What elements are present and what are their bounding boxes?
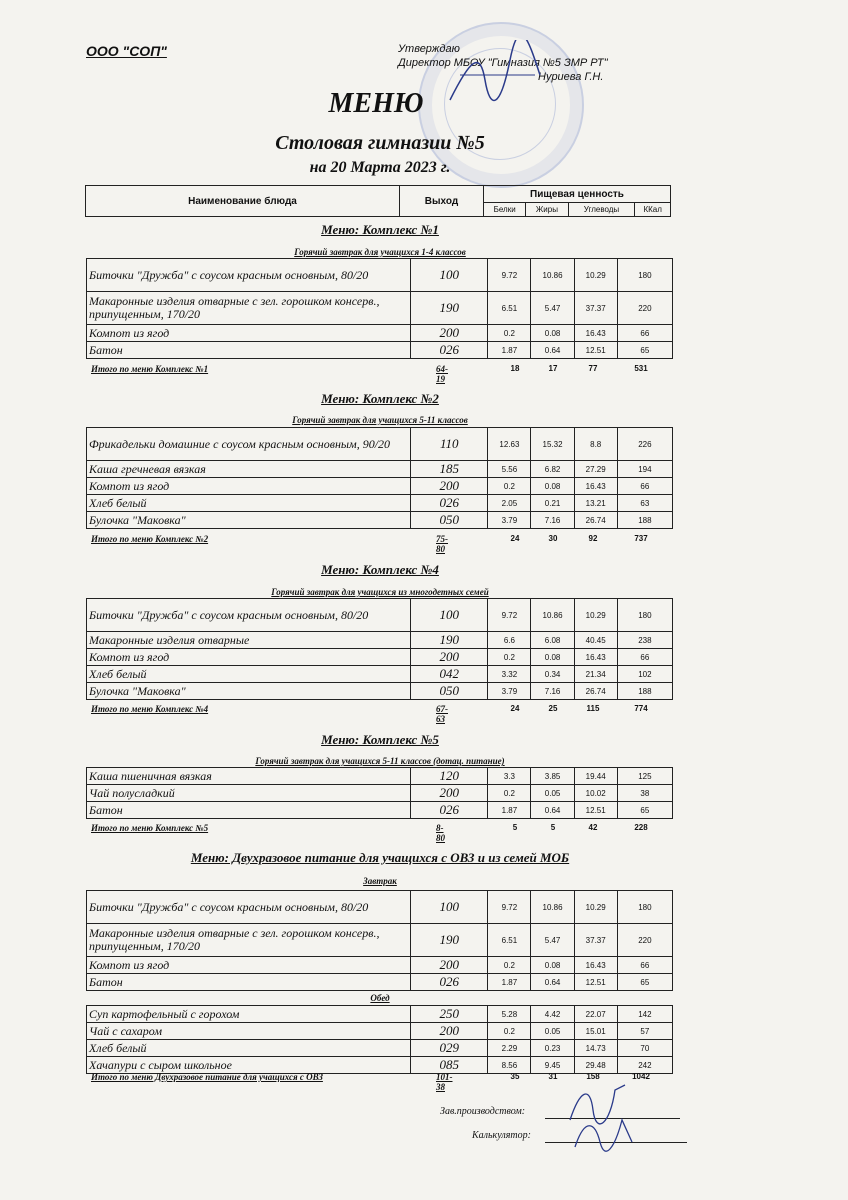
dish-name: Макаронные изделия отварные bbox=[87, 632, 411, 649]
total-output: 75-80 bbox=[436, 534, 448, 554]
kcal: 66 bbox=[617, 325, 672, 342]
fat: 0.08 bbox=[531, 478, 574, 495]
table-row bbox=[87, 1006, 673, 1023]
total-output: 64-19 bbox=[436, 364, 448, 384]
dish-output: 190 bbox=[411, 292, 488, 325]
dish-output: 200 bbox=[411, 785, 488, 802]
table-row bbox=[87, 802, 673, 819]
dish-output: 085 bbox=[411, 1057, 488, 1074]
menu-table bbox=[86, 598, 673, 700]
kcal: 188 bbox=[617, 512, 672, 529]
approval-line-3: Нуриева Г.Н. bbox=[538, 71, 604, 83]
dish-name: Биточки "Дружба" с соусом красным основным, 80/20 bbox=[87, 599, 411, 632]
calculator-signature bbox=[570, 1112, 640, 1157]
protein: 0.2 bbox=[488, 957, 531, 974]
kcal: 38 bbox=[617, 785, 672, 802]
carbs: 26.74 bbox=[574, 683, 617, 700]
protein: 0.2 bbox=[488, 478, 531, 495]
fat: 0.64 bbox=[531, 802, 574, 819]
carbs: 16.43 bbox=[574, 649, 617, 666]
carbs: 10.29 bbox=[574, 259, 617, 292]
total-output: 101-38 bbox=[436, 1072, 453, 1092]
table-row bbox=[87, 649, 673, 666]
kcal: 65 bbox=[617, 974, 672, 991]
carbs: 10.29 bbox=[574, 599, 617, 632]
fat: 6.82 bbox=[531, 461, 574, 478]
dish-output: 200 bbox=[411, 649, 488, 666]
kcal: 66 bbox=[617, 957, 672, 974]
fat: 0.34 bbox=[531, 666, 574, 683]
dish-output: 100 bbox=[411, 259, 488, 292]
dish-name: Батон bbox=[87, 802, 411, 819]
dish-output: 042 bbox=[411, 666, 488, 683]
total-label: Итого по меню Комплекс №4 bbox=[91, 704, 209, 714]
carbs: 12.51 bbox=[574, 802, 617, 819]
dish-name: Компот из ягод bbox=[87, 957, 411, 974]
fat: 10.86 bbox=[531, 599, 574, 632]
table-row bbox=[87, 1040, 673, 1057]
menu-table bbox=[86, 890, 673, 991]
kcal: 63 bbox=[617, 495, 672, 512]
kcal: 180 bbox=[617, 599, 672, 632]
section-subtitle: Горячий завтрак для учащихся из многодетных семей bbox=[271, 587, 489, 597]
fat: 0.08 bbox=[531, 649, 574, 666]
dish-name: Батон bbox=[87, 342, 411, 359]
section-title: Меню: Комплекс №2 bbox=[321, 391, 439, 406]
total-output: 67-63 bbox=[436, 704, 448, 724]
total-label: Итого по меню Двухразовое питание для учащихся с ОВЗ bbox=[91, 1072, 323, 1082]
total-kcal: 737 bbox=[634, 534, 648, 543]
carbs: 8.8 bbox=[574, 428, 617, 461]
total-carbs: 158 bbox=[586, 1072, 600, 1081]
kcal: 142 bbox=[617, 1006, 672, 1023]
kcal: 180 bbox=[617, 891, 672, 924]
dish-output: 200 bbox=[411, 478, 488, 495]
section-title: Меню: Двухразовое питание для учащихся с ОВЗ и из семей МОБ bbox=[190, 850, 570, 865]
fat: 0.23 bbox=[531, 1040, 574, 1057]
dish-output: 110 bbox=[411, 428, 488, 461]
table-row bbox=[87, 974, 673, 991]
table-row bbox=[87, 891, 673, 924]
menu-table bbox=[86, 427, 673, 529]
table-row bbox=[87, 478, 673, 495]
protein: 6.51 bbox=[488, 924, 531, 957]
header-carbs: Углеводы bbox=[568, 203, 635, 217]
dish-name: Хлеб белый bbox=[87, 495, 411, 512]
dish-name: Биточки "Дружба" с соусом красным основным, 80/20 bbox=[87, 259, 411, 292]
total-protein: 18 bbox=[510, 364, 520, 373]
table-row bbox=[87, 292, 673, 325]
table-row bbox=[87, 924, 673, 957]
page-subtitle: Столовая гимназии №5 bbox=[275, 132, 485, 154]
fat: 6.08 bbox=[531, 632, 574, 649]
fat: 9.45 bbox=[531, 1057, 574, 1074]
dish-output: 050 bbox=[411, 683, 488, 700]
dish-output: 026 bbox=[411, 802, 488, 819]
table-row bbox=[87, 512, 673, 529]
protein: 1.87 bbox=[488, 974, 531, 991]
fat: 10.86 bbox=[531, 259, 574, 292]
table-row bbox=[87, 957, 673, 974]
section-subtitle: Горячий завтрак для учащихся 5-11 классов bbox=[292, 415, 468, 425]
protein: 3.3 bbox=[488, 768, 531, 785]
protein: 3.32 bbox=[488, 666, 531, 683]
fat: 5.47 bbox=[531, 924, 574, 957]
protein: 3.79 bbox=[488, 683, 531, 700]
carbs: 10.02 bbox=[574, 785, 617, 802]
protein: 9.72 bbox=[488, 259, 531, 292]
fat: 0.64 bbox=[531, 342, 574, 359]
dish-name: Батон bbox=[87, 974, 411, 991]
total-kcal: 228 bbox=[634, 823, 648, 832]
carbs: 12.51 bbox=[574, 342, 617, 359]
kcal: 125 bbox=[617, 768, 672, 785]
total-carbs: 77 bbox=[588, 364, 598, 373]
total-label: Итого по меню Комплекс №1 bbox=[91, 364, 209, 374]
table-row bbox=[87, 1057, 673, 1074]
total-carbs: 42 bbox=[588, 823, 598, 832]
total-label: Итого по меню Комплекс №2 bbox=[91, 534, 209, 544]
dish-name: Чай полусладкий bbox=[87, 785, 411, 802]
approval-line-2: Директор МБОУ "Гимназия №5 ЗМР РТ" bbox=[398, 57, 608, 69]
header-kcal: ККал bbox=[635, 203, 671, 217]
header-protein: Белки bbox=[484, 203, 526, 217]
fat: 0.21 bbox=[531, 495, 574, 512]
table-row bbox=[87, 666, 673, 683]
protein: 1.87 bbox=[488, 802, 531, 819]
table-row bbox=[87, 599, 673, 632]
table-row bbox=[87, 342, 673, 359]
dish-output: 200 bbox=[411, 1023, 488, 1040]
fat: 0.08 bbox=[531, 325, 574, 342]
header-nutrition: Пищевая ценность bbox=[484, 186, 671, 203]
dish-name: Компот из ягод bbox=[87, 478, 411, 495]
table-row bbox=[87, 428, 673, 461]
section-title: Меню: Комплекс №4 bbox=[321, 562, 439, 577]
carbs: 27.29 bbox=[574, 461, 617, 478]
fat: 0.05 bbox=[531, 1023, 574, 1040]
fat: 3.85 bbox=[531, 768, 574, 785]
protein: 0.2 bbox=[488, 1023, 531, 1040]
dish-name: Компот из ягод bbox=[87, 325, 411, 342]
organization-name: ООО "СОП" bbox=[86, 43, 167, 59]
total-fat: 25 bbox=[548, 704, 558, 713]
total-protein: 24 bbox=[510, 534, 520, 543]
kcal: 188 bbox=[617, 683, 672, 700]
carbs: 14.73 bbox=[574, 1040, 617, 1057]
carbs: 37.37 bbox=[574, 924, 617, 957]
protein: 5.28 bbox=[488, 1006, 531, 1023]
carbs: 12.51 bbox=[574, 974, 617, 991]
dish-output: 200 bbox=[411, 325, 488, 342]
fat: 0.05 bbox=[531, 785, 574, 802]
total-kcal: 531 bbox=[634, 364, 648, 373]
total-fat: 17 bbox=[548, 364, 558, 373]
protein: 12.63 bbox=[488, 428, 531, 461]
protein: 2.05 bbox=[488, 495, 531, 512]
carbs: 21.34 bbox=[574, 666, 617, 683]
kcal: 220 bbox=[617, 292, 672, 325]
kcal: 66 bbox=[617, 478, 672, 495]
dish-output: 185 bbox=[411, 461, 488, 478]
dish-name: Хлеб белый bbox=[87, 666, 411, 683]
fat: 5.47 bbox=[531, 292, 574, 325]
carbs: 37.37 bbox=[574, 292, 617, 325]
dish-output: 029 bbox=[411, 1040, 488, 1057]
fat: 10.86 bbox=[531, 891, 574, 924]
footer-production-label: Зав.производством: bbox=[440, 1106, 526, 1117]
kcal: 65 bbox=[617, 342, 672, 359]
page-title: МЕНЮ bbox=[328, 88, 424, 119]
dish-name: Биточки "Дружба" с соусом красным основным, 80/20 bbox=[87, 891, 411, 924]
kcal: 180 bbox=[617, 259, 672, 292]
carbs: 16.43 bbox=[574, 957, 617, 974]
fat: 7.16 bbox=[531, 512, 574, 529]
table-row bbox=[87, 768, 673, 785]
table-row bbox=[87, 683, 673, 700]
fat: 7.16 bbox=[531, 683, 574, 700]
total-protein: 24 bbox=[510, 704, 520, 713]
dish-name: Чай с сахаром bbox=[87, 1023, 411, 1040]
dish-output: 026 bbox=[411, 495, 488, 512]
total-carbs: 92 bbox=[588, 534, 598, 543]
header-fat: Жиры bbox=[526, 203, 568, 217]
table-row bbox=[87, 461, 673, 478]
kcal: 70 bbox=[617, 1040, 672, 1057]
dish-output: 250 bbox=[411, 1006, 488, 1023]
carbs: 19.44 bbox=[574, 768, 617, 785]
dish-name: Хачапури с сыром школьное bbox=[87, 1057, 411, 1074]
menu-table bbox=[86, 1005, 673, 1074]
kcal: 220 bbox=[617, 924, 672, 957]
section-subtitle-lunch: Обед bbox=[370, 993, 390, 1003]
dish-name: Суп картофельный с горохом bbox=[87, 1006, 411, 1023]
protein: 1.87 bbox=[488, 342, 531, 359]
protein: 6.6 bbox=[488, 632, 531, 649]
fat: 0.08 bbox=[531, 957, 574, 974]
protein: 9.72 bbox=[488, 599, 531, 632]
protein: 0.2 bbox=[488, 325, 531, 342]
menu-table bbox=[86, 767, 673, 819]
dish-name: Макаронные изделия отварные с зел. горошком консерв., припущенным, 170/20 bbox=[87, 924, 411, 957]
total-kcal: 774 bbox=[634, 704, 648, 713]
table-header bbox=[85, 185, 671, 217]
total-label: Итого по меню Комплекс №5 bbox=[91, 823, 209, 833]
carbs: 15.01 bbox=[574, 1023, 617, 1040]
kcal: 242 bbox=[617, 1057, 672, 1074]
header-out: Выход bbox=[400, 186, 484, 217]
table-row bbox=[87, 1023, 673, 1040]
total-fat: 5 bbox=[550, 823, 556, 832]
kcal: 102 bbox=[617, 666, 672, 683]
carbs: 16.43 bbox=[574, 325, 617, 342]
dish-output: 120 bbox=[411, 768, 488, 785]
dish-output: 200 bbox=[411, 957, 488, 974]
carbs: 13.21 bbox=[574, 495, 617, 512]
dish-output: 190 bbox=[411, 632, 488, 649]
total-fat: 31 bbox=[548, 1072, 558, 1081]
table-row bbox=[87, 495, 673, 512]
protein: 0.2 bbox=[488, 785, 531, 802]
protein: 5.56 bbox=[488, 461, 531, 478]
dish-name: Булочка "Маковка" bbox=[87, 512, 411, 529]
dish-output: 100 bbox=[411, 599, 488, 632]
carbs: 26.74 bbox=[574, 512, 617, 529]
dish-name: Каша гречневая вязкая bbox=[87, 461, 411, 478]
protein: 3.79 bbox=[488, 512, 531, 529]
kcal: 226 bbox=[617, 428, 672, 461]
kcal: 238 bbox=[617, 632, 672, 649]
total-protein: 35 bbox=[510, 1072, 520, 1081]
protein: 6.51 bbox=[488, 292, 531, 325]
fat: 0.64 bbox=[531, 974, 574, 991]
dish-name: Фрикадельки домашние с соусом красным основным, 90/20 bbox=[87, 428, 411, 461]
protein: 8.56 bbox=[488, 1057, 531, 1074]
kcal: 194 bbox=[617, 461, 672, 478]
footer-calculator-label: Калькулятор: bbox=[472, 1130, 531, 1141]
carbs: 40.45 bbox=[574, 632, 617, 649]
protein: 9.72 bbox=[488, 891, 531, 924]
carbs: 29.48 bbox=[574, 1057, 617, 1074]
dish-output: 050 bbox=[411, 512, 488, 529]
dish-output: 026 bbox=[411, 342, 488, 359]
total-protein: 5 bbox=[512, 823, 518, 832]
kcal: 66 bbox=[617, 649, 672, 666]
table-row bbox=[87, 632, 673, 649]
protein: 2.29 bbox=[488, 1040, 531, 1057]
table-row bbox=[87, 325, 673, 342]
section-subtitle: Завтрак bbox=[363, 876, 397, 886]
dish-name: Каша пшеничная вязкая bbox=[87, 768, 411, 785]
table-row bbox=[87, 785, 673, 802]
dish-output: 190 bbox=[411, 924, 488, 957]
table-row bbox=[87, 259, 673, 292]
total-carbs: 115 bbox=[586, 704, 600, 713]
fat: 4.42 bbox=[531, 1006, 574, 1023]
section-title: Меню: Комплекс №5 bbox=[321, 732, 439, 747]
total-fat: 30 bbox=[548, 534, 558, 543]
total-kcal: 1042 bbox=[632, 1072, 650, 1081]
menu-table bbox=[86, 258, 673, 359]
carbs: 16.43 bbox=[574, 478, 617, 495]
dish-name: Булочка "Маковка" bbox=[87, 683, 411, 700]
dish-name: Компот из ягод bbox=[87, 649, 411, 666]
section-subtitle: Горячий завтрак для учащихся 5-11 классов (дотац. питание) bbox=[255, 756, 505, 766]
carbs: 22.07 bbox=[574, 1006, 617, 1023]
dish-output: 100 bbox=[411, 891, 488, 924]
approval-line-1: Утверждаю bbox=[398, 43, 460, 55]
fat: 15.32 bbox=[531, 428, 574, 461]
section-title: Меню: Комплекс №1 bbox=[321, 222, 439, 237]
kcal: 65 bbox=[617, 802, 672, 819]
dish-name: Макаронные изделия отварные с зел. горошком консерв., припущенным, 170/20 bbox=[87, 292, 411, 325]
menu-date: на 20 Марта 2023 г. bbox=[309, 159, 451, 176]
dish-name: Хлеб белый bbox=[87, 1040, 411, 1057]
dish-output: 026 bbox=[411, 974, 488, 991]
protein: 0.2 bbox=[488, 649, 531, 666]
total-output: 8-80 bbox=[436, 823, 445, 843]
kcal: 57 bbox=[617, 1023, 672, 1040]
carbs: 10.29 bbox=[574, 891, 617, 924]
section-subtitle: Горячий завтрак для учащихся 1-4 классов bbox=[294, 247, 466, 257]
header-name: Наименование блюда bbox=[86, 186, 400, 217]
